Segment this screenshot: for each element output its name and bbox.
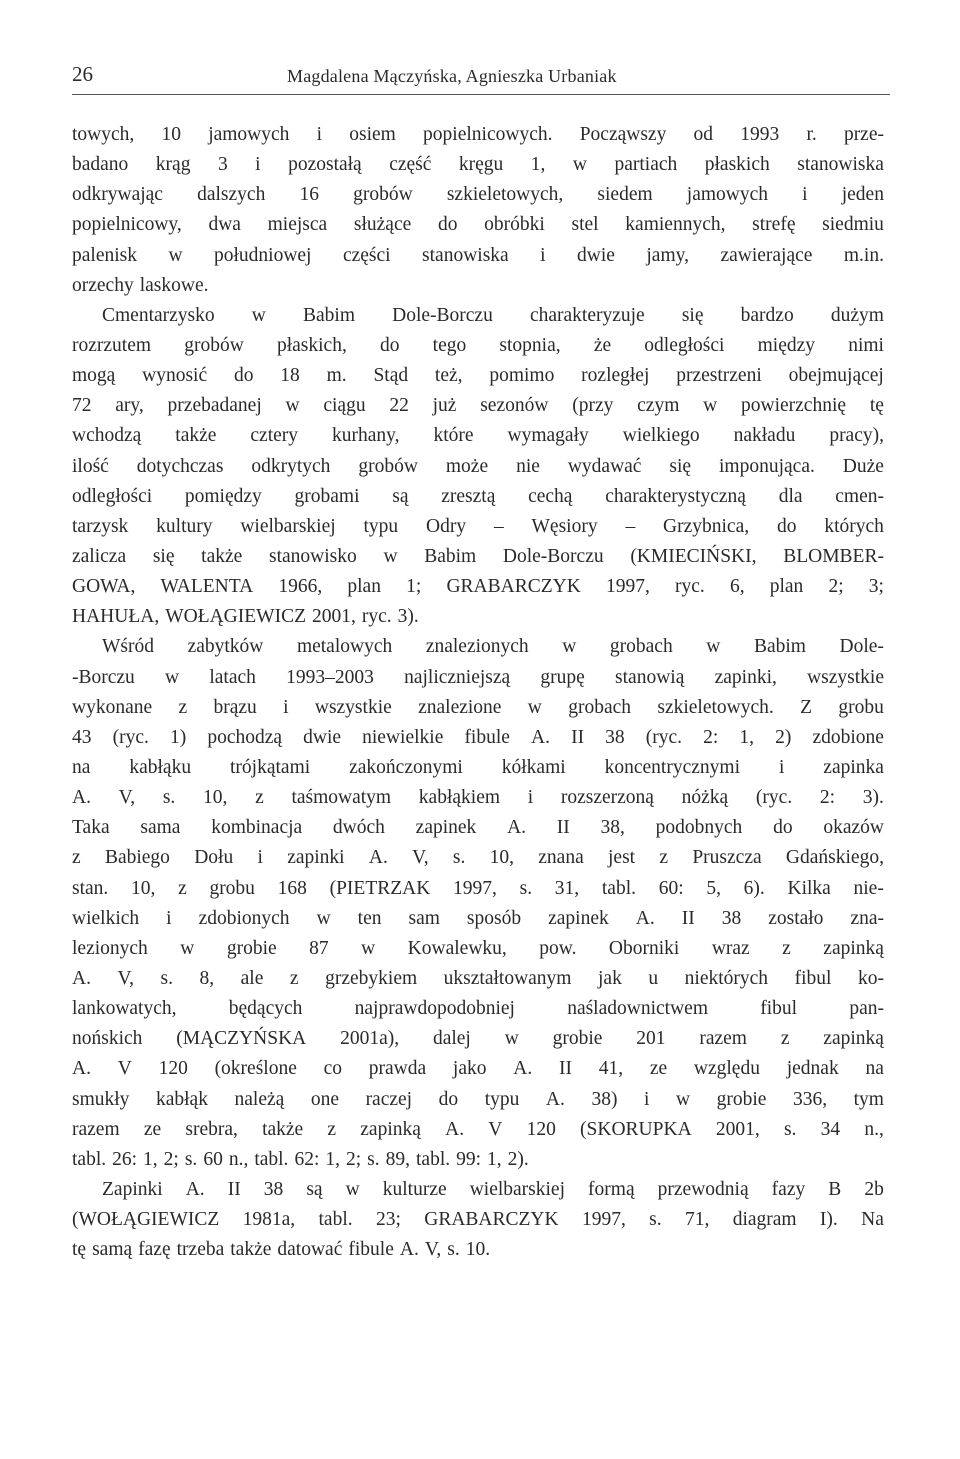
text-line: -Borczu w latach 1993–2003 najliczniejszą grupę stanowią zapinki, wszystkie: [72, 666, 884, 688]
text-line: odkrywając dalszych 16 grobów szkieletowych, siedem jamowych i jeden: [72, 184, 884, 206]
text-line: mogą wynosić do 18 m. Stąd też, pomimo rozległej przestrzeni obejmującej: [72, 365, 884, 387]
text-line: zalicza się także stanowisko w Babim Dole-Borczu (KMIECIŃSKI, BLOMBER-: [72, 545, 884, 567]
text-line: razem ze srebra, także z zapinką A. V 120 (SKORUPKA 2001, s. 34 n.,: [72, 1118, 884, 1140]
text-line: stan. 10, z grobu 168 (PIETRZAK 1997, s. 31, tabl. 60: 5, 6). Kilka nie-: [72, 877, 884, 899]
page-header: [72, 62, 890, 95]
text-line: GOWA, WALENTA 1966, plan 1; GRABARCZYK 1997, ryc. 6, plan 2; 3;: [72, 576, 884, 598]
text-line: popielnicowy, dwa miejsca służące do obróbki stel kamiennych, strefę siedmiu: [72, 214, 884, 236]
text-line: Zapinki A. II 38 są w kulturze wielbarskiej formą przewodnią fazy B 2b: [102, 1178, 884, 1200]
text-line: nońskich (MĄCZYŃSKA 2001a), dalej w grobie 201 razem z zapinką: [72, 1028, 884, 1050]
text-line: towych, 10 jamowych i osiem popielnicowych. Począwszy od 1993 r. prze-: [72, 124, 884, 145]
text-line: na kabłąku trójkątami zakończonymi kółkami koncentrycznymi i zapinka: [72, 756, 884, 778]
text-line: smukły kabłąk należą one raczej do typu A. 38) i w grobie 336, tym: [72, 1088, 884, 1110]
text-line: ilość dotychczas odkrytych grobów może nie wydawać się imponująca. Duże: [72, 455, 884, 477]
text-line: Wśród zabytków metalowych znalezionych w grobach w Babim Dole-: [102, 636, 884, 658]
text-line: badano krąg 3 i pozostałą część kręgu 1, w partiach płaskich stanowiska: [72, 154, 884, 176]
text-line: 72 ary, przebadanej w ciągu 22 już sezonów (przy czym w powierzchnię tę: [72, 395, 884, 417]
body-text: [72, 120, 884, 1265]
paragraph: [72, 632, 884, 1175]
text-line: Taka sama kombinacja dwóch zapinek A. II 38, podobnych do okazów: [72, 817, 884, 839]
text-line: rozrzutem grobów płaskich, do tego stopnia, że odległości między nimi: [72, 334, 884, 356]
text-line: A. V, s. 8, ale z grzebykiem ukształtowanym jak u niektórych fibul ko-: [72, 967, 884, 989]
text-line: lezionych w grobie 87 w Kowalewku, pow. Oborniki wraz z zapinką: [72, 937, 884, 959]
text-line: tabl. 26: 1, 2; s. 60 n., tabl. 62: 1, 2; s. 89, tabl. 99: 1, 2).: [72, 1148, 529, 1170]
text-line: lankowatych, będących najprawdopodobniej naśladownictwem fibul pan-: [72, 998, 884, 1020]
paragraph: [72, 301, 884, 633]
text-line: 43 (ryc. 1) pochodzą dwie niewielkie fibule A. II 38 (ryc. 2: 1, 2) zdobione: [72, 726, 884, 748]
text-line: Cmentarzysko w Babim Dole-Borczu charakteryzuje się bardzo dużym: [102, 304, 884, 326]
text-line: z Babiego Dołu i zapinki A. V, s. 10, znana jest z Pruszcza Gdańskiego,: [72, 847, 884, 869]
text-line: A. V 120 (określone co prawda jako A. II 41, ze względu jednak na: [72, 1058, 884, 1080]
paragraph: [72, 1175, 884, 1265]
text-line: wykonane z brązu i wszystkie znalezione w grobach szkieletowych. Z grobu: [72, 696, 884, 718]
text-line: (WOŁĄGIEWICZ 1981a, tabl. 23; GRABARCZYK 1997, s. 71, diagram I). Na: [72, 1209, 884, 1231]
text-line: HAHUŁA, WOŁĄGIEWICZ 2001, ryc. 3).: [72, 606, 419, 628]
paragraph: [72, 120, 884, 301]
text-line: wielkich i zdobionych w ten sam sposób zapinek A. II 38 zostało zna-: [72, 907, 884, 929]
running-head: Magdalena Mączyńska, Agnieszka Urbaniak: [287, 66, 617, 86]
text-line: tę samą fazę trzeba także datować fibule A. V, s. 10.: [72, 1239, 491, 1261]
page-number: 26: [72, 62, 93, 86]
text-line: palenisk w południowej części stanowiska i dwie jamy, zawierające m.in.: [72, 244, 884, 266]
text-line: tarzysk kultury wielbarskiej typu Odry – Węsiory – Grzybnica, do których: [72, 515, 884, 537]
text-line: orzechy laskowe.: [72, 274, 209, 296]
text-line: odległości pomiędzy grobami są zresztą cechą charakterystyczną dla cmen-: [72, 485, 884, 507]
text-line: wchodzą także cztery kurhany, które wymagały wielkiego nakładu pracy),: [72, 425, 884, 447]
text-line: A. V, s. 10, z taśmowatym kabłąkiem i rozszerzoną nóżką (ryc. 2: 3).: [72, 787, 884, 809]
